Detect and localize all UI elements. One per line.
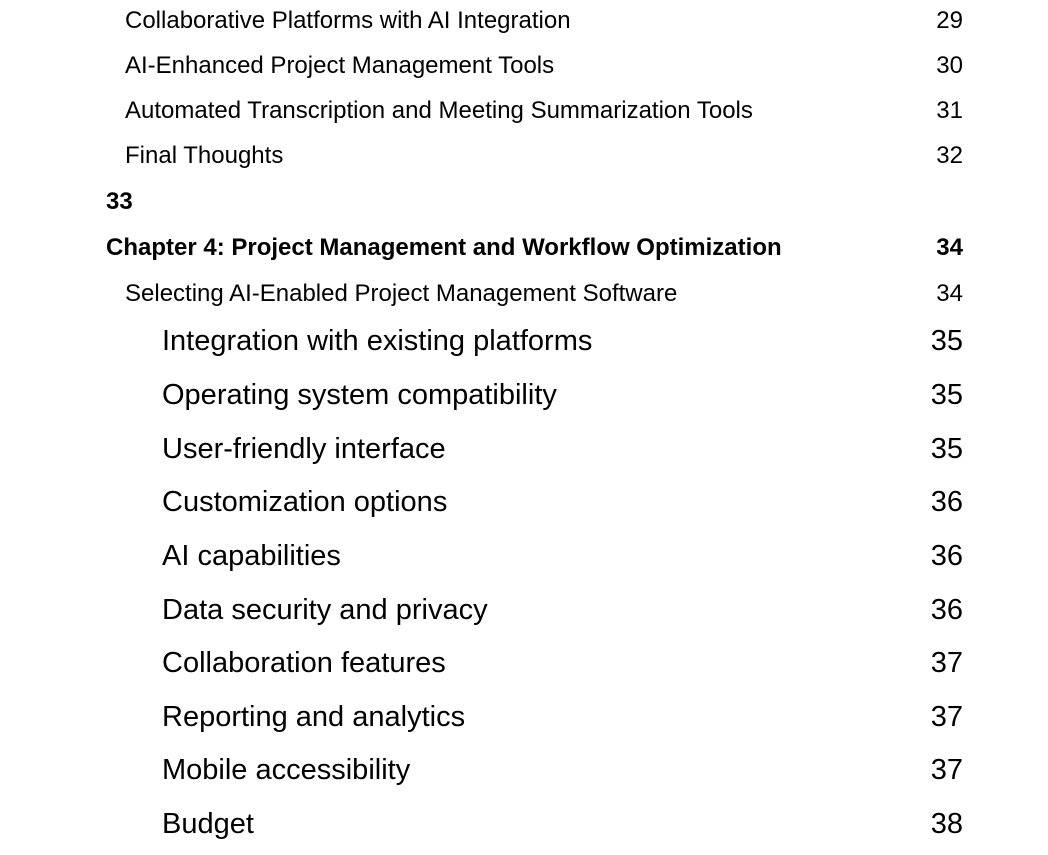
toc-entry-title: Collaborative Platforms with AI Integration — [125, 7, 571, 34]
toc-entry-title: Integration with existing platforms — [162, 325, 593, 357]
toc-entry-page: 31 — [936, 97, 963, 124]
toc-entry-title: AI capabilities — [162, 540, 341, 572]
toc-entry-title: Mobile accessibility — [162, 754, 411, 786]
toc-entry-title: Customization options — [162, 486, 448, 518]
toc-entry-title: 33 — [106, 188, 133, 215]
toc-entry-title: Chapter 4: Project Management and Workflow Optimization — [106, 234, 782, 261]
toc-entry-page: 36 — [930, 486, 963, 518]
toc-entry-page: 36 — [930, 594, 963, 626]
toc-entry-page: 29 — [936, 7, 963, 34]
toc-entry-title: Budget — [162, 808, 254, 840]
toc-entry-page: 35 — [930, 379, 963, 411]
toc-entry-title: Reporting and analytics — [162, 701, 466, 733]
toc-entry-page: 35 — [930, 433, 963, 465]
toc-entry-title: Collaboration features — [162, 647, 446, 679]
toc-entry-page: 37 — [930, 701, 963, 733]
toc-entry-page: 32 — [936, 142, 963, 169]
toc-entry-page: 35 — [930, 325, 963, 357]
toc-entry-title: User-friendly interface — [162, 433, 446, 465]
toc-entry-page: 38 — [930, 808, 963, 840]
toc-entry-page: 37 — [930, 754, 963, 786]
toc-entry-title: Final Thoughts — [125, 142, 284, 169]
toc-entry-title: Automated Transcription and Meeting Summarization Tools — [125, 97, 753, 124]
toc-entry-page: 36 — [930, 540, 963, 572]
toc-entry-title: Data security and privacy — [162, 594, 488, 626]
toc-entry-page: 37 — [930, 647, 963, 679]
toc-entry-title: Selecting AI-Enabled Project Management Software — [125, 280, 678, 307]
toc-entry-title: Operating system compatibility — [162, 379, 557, 411]
toc-entry-page: 34 — [936, 234, 963, 261]
toc-entry-title: AI-Enhanced Project Management Tools — [125, 52, 555, 79]
toc-entry-page: 34 — [936, 280, 963, 307]
toc-entry-page: 30 — [936, 52, 963, 79]
